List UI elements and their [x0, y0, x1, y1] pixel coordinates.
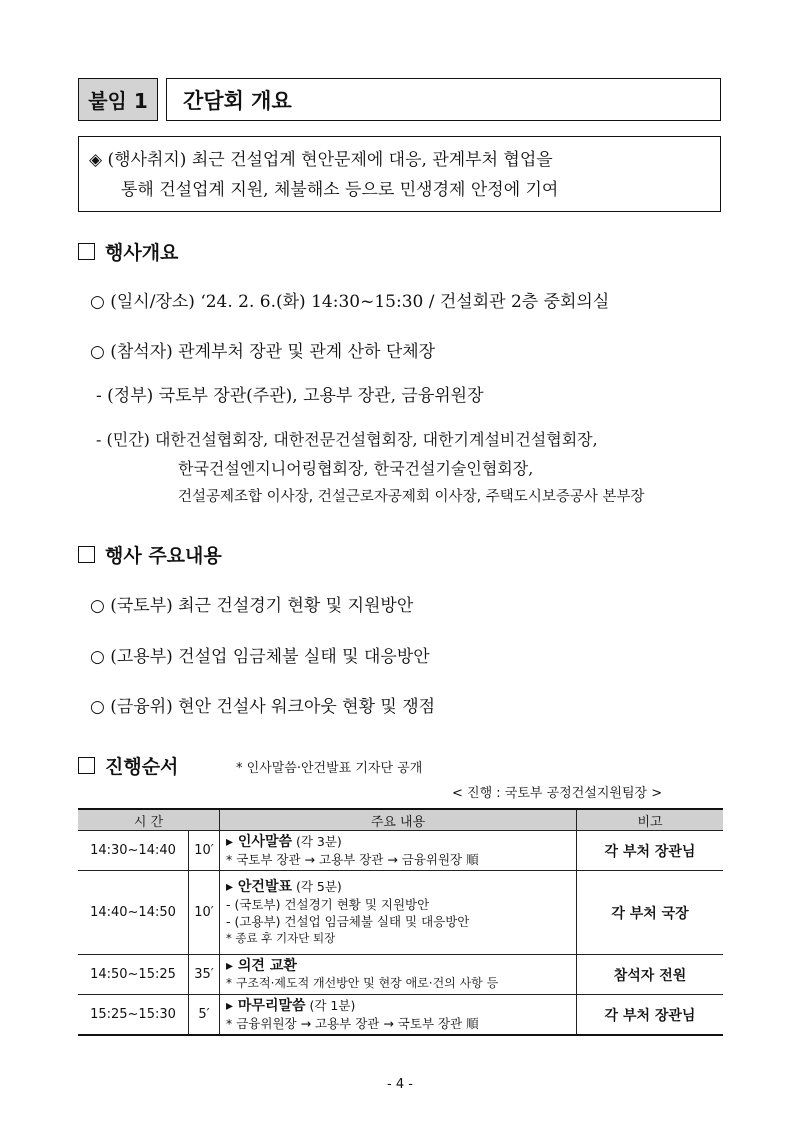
row-duration: 35′	[189, 955, 220, 995]
section-heading-text: 행사 주요내용	[105, 545, 222, 567]
schedule-moderator: < 진행 : 국토부 공정건설지원팀장 >	[452, 786, 663, 801]
row-time: 15:25~15:30	[78, 995, 189, 1036]
page-number: - 4 -	[387, 1077, 413, 1092]
row-time: 14:30~14:40	[78, 831, 189, 871]
row-content	[220, 995, 577, 1036]
attachment-label	[78, 78, 158, 121]
row-remarks: 각 부처 장관님	[577, 831, 724, 871]
attachment-label-text: 붙임 1	[88, 89, 148, 113]
main-content-item-2: ○ (고용부) 건설업 임금체불 실태 및 대응방안	[90, 647, 430, 667]
page-title	[166, 78, 721, 121]
row-title: ▸ 마무리말씀	[226, 998, 306, 1014]
checkbox-square-icon	[78, 243, 95, 260]
column-header-time: 시 간	[78, 809, 220, 831]
table-row	[78, 995, 723, 1036]
row-content	[220, 871, 577, 955]
table-header-row	[78, 809, 723, 831]
section-heading-schedule	[78, 752, 178, 779]
overview-government: - (정부) 국토부 장관(주관), 고용부 장관, 금융위원장	[96, 386, 484, 406]
row-remarks: 참석자 전원	[577, 955, 724, 995]
purpose-line-2: 통해 건설업계 지원, 체불해소 등으로 민생경제 안정에 기여	[121, 180, 559, 200]
row-title-note: (각 5분)	[292, 879, 342, 894]
purpose-line-1: ◈ (행사취지) 최근 건설업계 현안문제에 대응, 관계부처 협업을	[89, 150, 553, 170]
row-remarks: 각 부처 국장	[577, 871, 724, 955]
row-duration: 5′	[189, 995, 220, 1036]
section-heading-text: 행사개요	[105, 242, 179, 264]
main-content-item-3: ○ (금융위) 현안 건설사 워크아웃 현황 및 쟁점	[90, 697, 436, 717]
row-time: 14:40~14:50	[78, 871, 189, 955]
row-title-note: (각 3분)	[292, 834, 342, 849]
overview-private-1: - (민간) 대한건설협회장, 대한전문건설협회장, 대한기계설비건설협회장,	[96, 430, 598, 449]
row-title: ▸ 안건발표	[226, 879, 292, 895]
row-detail: - (고용부) 건설업 임금체불 실태 및 대응방안	[226, 914, 470, 929]
table-row	[78, 871, 723, 955]
row-detail: * 종료 후 기자단 퇴장	[226, 931, 336, 945]
section-heading-main-content	[78, 541, 222, 568]
column-header-remarks: 비고	[577, 809, 724, 831]
row-time: 14:50~15:25	[78, 955, 189, 995]
section-heading-overview	[78, 238, 178, 265]
row-title-note: (각 1분)	[305, 998, 356, 1013]
overview-private-3: 건설공제조합 이사장, 건설근로자공제회 이사장, 주택도시보증공사 본부장	[178, 489, 645, 505]
checkbox-square-icon	[78, 757, 95, 774]
schedule-table	[78, 808, 723, 1036]
row-detail: * 국토부 장관 → 고용부 장관 → 금융위원장 順	[226, 852, 479, 867]
row-title: ▸ 인사말씀	[226, 834, 292, 850]
row-detail: * 금융위원장 → 고용부 장관 → 국토부 장관 順	[226, 1016, 479, 1031]
table-row	[78, 955, 723, 995]
row-remarks: 각 부처 장관님	[577, 995, 724, 1036]
checkbox-square-icon	[78, 546, 95, 563]
row-content	[220, 955, 577, 995]
row-detail: - (국토부) 건설경기 현황 및 지원방안	[226, 897, 430, 912]
row-duration: 10′	[189, 831, 220, 871]
row-duration: 10′	[189, 871, 220, 955]
overview-private-2: 한국건설엔지니어링협회장, 한국건설기술인협회장,	[178, 459, 534, 478]
row-detail: * 구조적·제도적 개선방안 및 현장 애로·건의 사항 등	[226, 976, 499, 990]
title-bar	[78, 78, 721, 121]
column-header-content: 주요 내용	[220, 809, 577, 831]
main-content-item-1: ○ (국토부) 최근 건설경기 현황 및 지원방안	[90, 596, 414, 616]
page-title-text: 간담회 개요	[183, 88, 292, 113]
purpose-box	[78, 136, 721, 212]
overview-attendees: ○ (참석자) 관계부처 장관 및 관계 산하 단체장	[90, 342, 436, 362]
row-content	[220, 831, 577, 871]
table-row	[78, 831, 723, 871]
overview-datetime: ○ (일시/장소) ‘24. 2. 6.(화) 14:30~15:30 / 건설회관 2층 중회의실	[90, 292, 610, 312]
schedule-note: * 인사말씀·안건발표 기자단 공개	[236, 761, 423, 776]
row-title: ▸ 의견 교환	[226, 958, 297, 974]
section-heading-text: 진행순서	[105, 756, 179, 778]
